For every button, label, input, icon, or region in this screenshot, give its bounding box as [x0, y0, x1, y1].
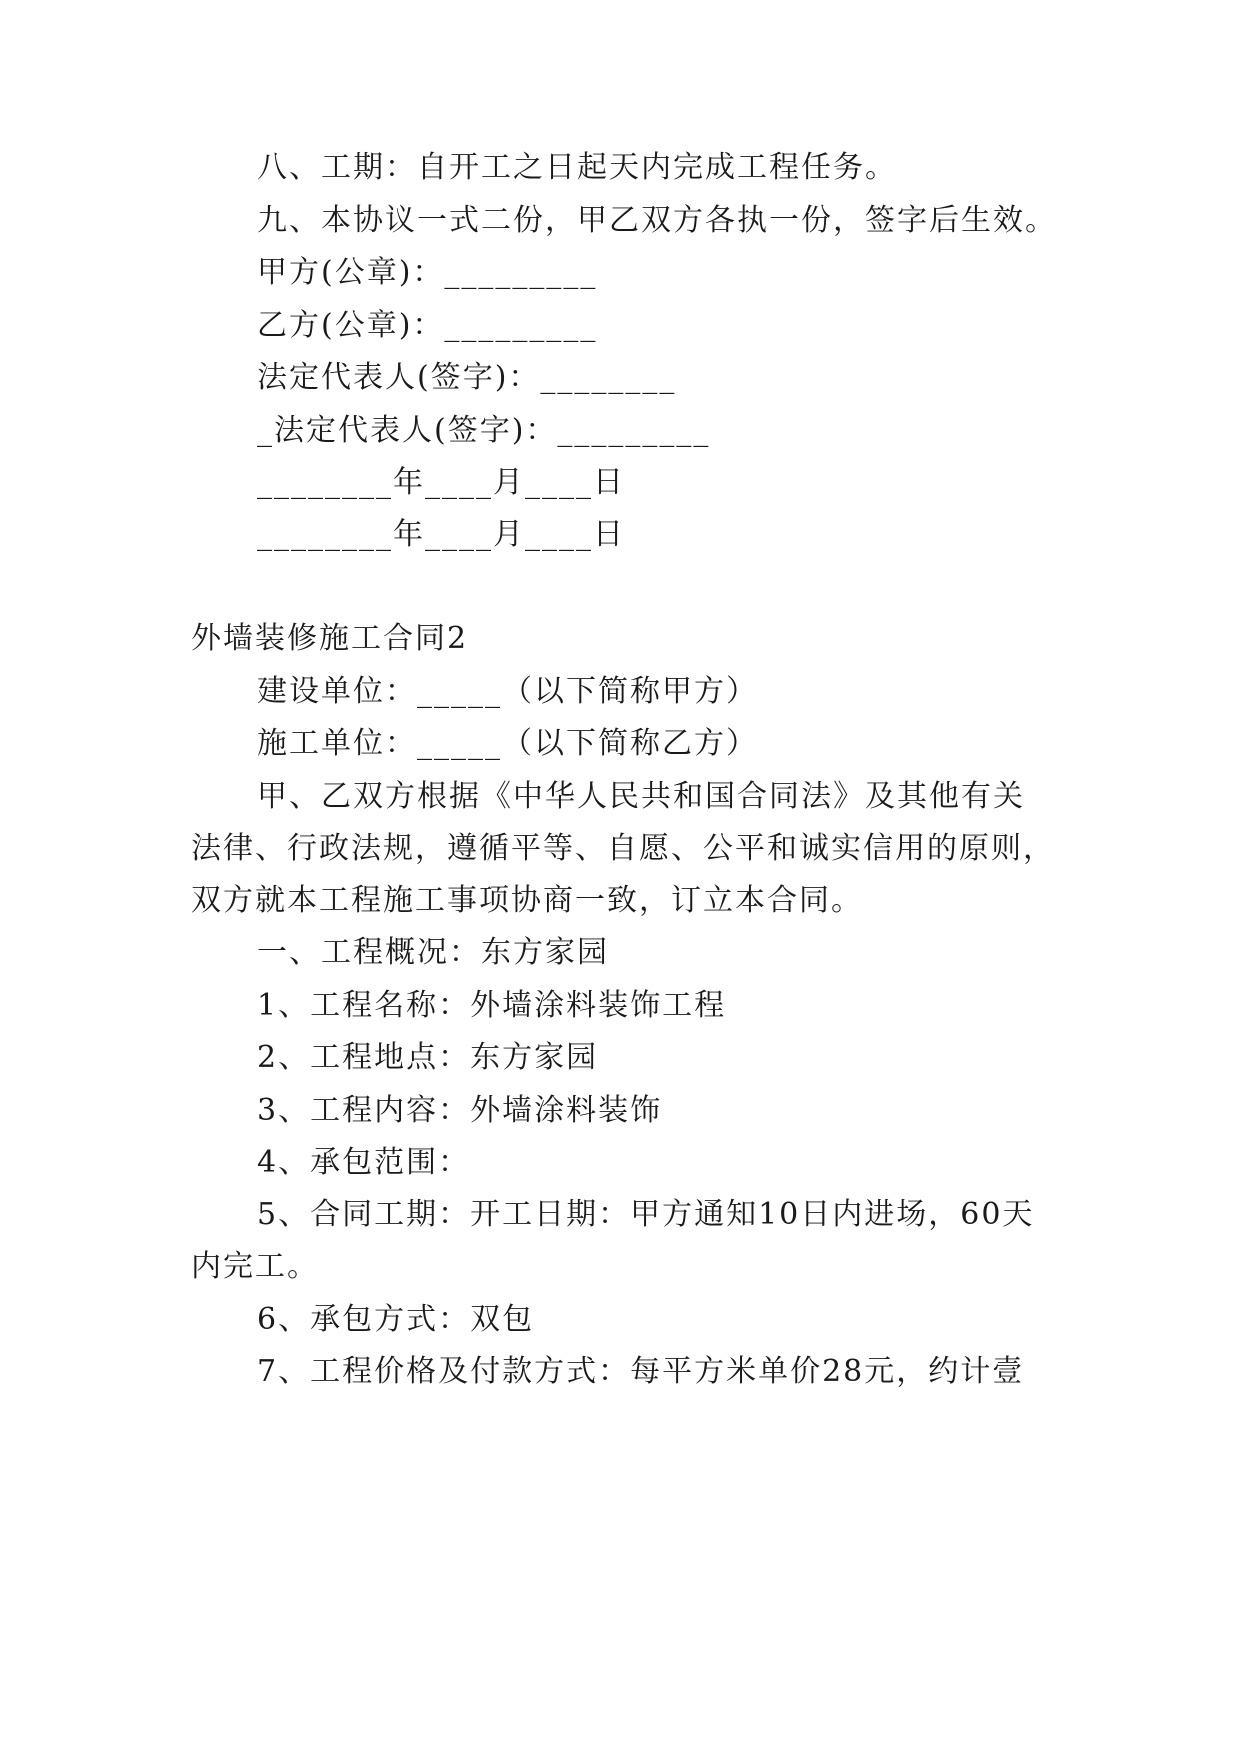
intro-line-3: 双方就本工程施工事项协商一致，订立本合同。: [191, 883, 863, 918]
clause-8: 八、工期：自开工之日起天内完成工程任务。: [257, 150, 897, 185]
item-7: 7、工程价格及付款方式：每平方米单价28元，约计壹: [257, 1354, 1025, 1389]
overview-heading: 一、工程概况：东方家园: [257, 935, 609, 970]
intro-line-2: 法律、行政法规，遵循平等、自愿、公平和诚实信用的原则，: [191, 831, 1055, 866]
item-2: 2、工程地点：东方家园: [257, 1040, 599, 1075]
item-6: 6、承包方式：双包: [257, 1302, 535, 1337]
item-4: 4、承包范围：: [257, 1145, 471, 1180]
contract-title: 外墙装修施工合同2: [191, 621, 469, 656]
constructor-line: 施工单位：_____（以下简称乙方）: [257, 726, 758, 761]
intro-line-1: 甲、乙双方根据《中华人民共和国合同法》及其他有关: [257, 779, 1025, 814]
clause-9: 九、本协议一式二份，甲乙双方各执一份，签字后生效。: [257, 203, 1057, 238]
item-3: 3、工程内容：外墙涂料装饰: [257, 1093, 663, 1128]
item-5-line-2: 内完工。: [191, 1249, 319, 1284]
party-b-seal-line: 乙方(公章)：_________: [257, 308, 598, 343]
date-line-a: ________年____月____日: [257, 465, 625, 500]
party-a-seal-line: 甲方(公章)：_________: [257, 255, 598, 290]
item-5-line-1: 5、合同工期：开工日期：甲方通知10日内进场，60天: [257, 1197, 1035, 1232]
date-line-b: ________年____月____日: [257, 517, 625, 552]
legal-rep-b-line: _法定代表人(签字)：_________: [257, 413, 711, 448]
item-1: 1、工程名称：外墙涂料装饰工程: [257, 988, 727, 1023]
legal-rep-a-line: 法定代表人(签字)：________: [257, 360, 677, 395]
builder-line: 建设单位：_____（以下简称甲方）: [257, 674, 758, 709]
